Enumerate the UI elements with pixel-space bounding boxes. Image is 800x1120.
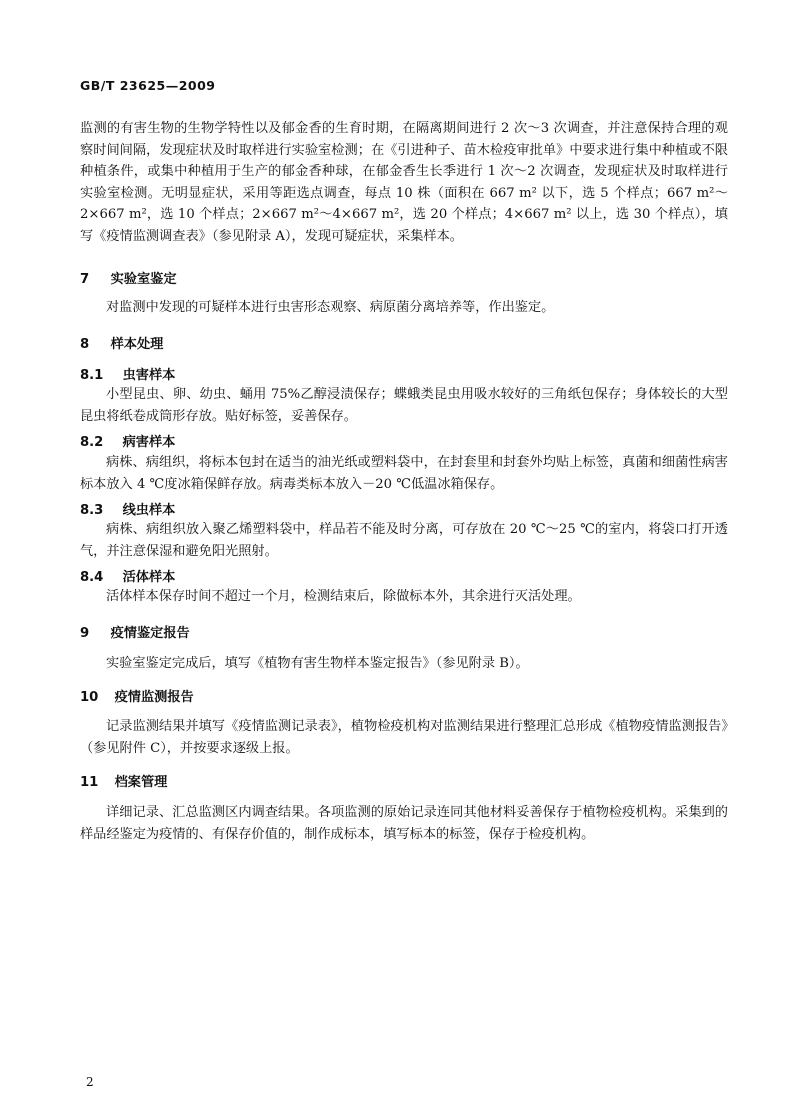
section-7-heading [80,268,177,287]
section-title: 活体样本 [122,570,176,585]
section-8-heading [80,333,163,352]
section-8-3-body [80,519,728,562]
section-8-1-body [80,384,728,427]
section-number: 11 [80,775,99,790]
section-number: 8.1 [80,368,104,383]
page-number: 2 [86,1075,94,1089]
section-text: 病株、病组织放入聚乙烯塑料袋中，样品若不能及时分离，可存放在 20 ℃～25 ℃的室内，将袋口打开透气，并注意保湿和避免阳光照射。 [80,522,728,559]
section-8-2-heading [80,431,175,450]
section-text: 详细记录、汇总监测区内调查结果。各项监测的原始记录连同其他材料妥善保存于植物检疫机构。采集到的样品经鉴定为疫情的、有保存价值的，制作成标本，填写标本的标签，保存于检疫机构。 [80,805,728,842]
section-title: 疫情监测报告 [114,690,194,705]
section-10-heading [80,686,194,705]
section-text: 病株、病组织，将标本包封在适当的油光纸或塑料袋中，在封套里和封套外均贴上标签，真菌和细菌性病害标本放入 4 ℃度冰箱保鲜存放。病毒类标本放入－20 ℃低温冰箱保存。 [80,455,728,492]
section-8-4-body [80,586,728,608]
section-text: 实验室鉴定完成后，填写《植物有害生物样本鉴定报告》（参见附录 B）。 [106,656,529,671]
section-number: 10 [80,690,99,705]
section-10-body [80,716,728,759]
section-number: 8.2 [80,435,104,450]
section-number: 8.3 [80,503,104,518]
section-text: 小型昆虫、卵、幼虫、蛹用 75%乙醇浸渍保存；蝶蛾类昆虫用吸水较好的三角纸包保存；身体较长的大型昆虫将纸卷成筒形存放。贴好标签，妥善保存。 [80,387,728,424]
section-8-4-heading [80,566,175,585]
section-8-1-heading [80,364,175,383]
section-text: 对监测中发现的可疑样本进行虫害形态观察、病原菌分离培养等，作出鉴定。 [106,300,555,315]
intro-text: 监测的有害生物的生物学特性以及郁金香的生育时期，在隔离期间进行 2 次～3 次调查，并注意保持合理的观察时间间隔，发现症状及时取样进行实验室检测；在《引进种子、苗木检疫审批单》中要求进行集中种植或不限种植条件，或集中种植用于生产的郁金香种球，在郁金香生长季进行 1 次～2 次调查，发现症状及时取样进行实验室检测。无明显症状，采用等距选点调查，每点 10 株（面积在 667 m² 以下，选 5 个样点；667 m²～2×667 m²，选 10 个样点；2×667 m²～4×667 m²，选 20 个样点；4×667 m² 以上，选 30 个样点），填写《疫情监测调查表》（参见附录 A），发现可疑症状，采集样本。 [80,121,728,244]
section-title: 实验室鉴定 [110,272,177,287]
section-number: 7 [80,272,90,287]
section-7-body [80,297,728,319]
section-text: 记录监测结果并填写《疫情监测记录表》，植物检疫机构对监测结果进行整理汇总形成《植物疫情监测报告》（参见附件 C），并按要求逐级上报。 [80,719,728,756]
section-text: 活体样本保存时间不超过一个月，检测结束后，除做标本外，其余进行灭活处理。 [106,589,581,604]
section-title: 疫情鉴定报告 [110,626,190,641]
section-title: 样本处理 [110,337,164,352]
section-number: 9 [80,626,90,641]
section-number: 8.4 [80,570,104,585]
section-title: 虫害样本 [122,368,176,383]
section-title: 档案管理 [114,775,168,790]
section-number: 8 [80,337,90,352]
section-11-body [80,802,728,845]
section-11-heading [80,771,167,790]
standard-code: GB/T 23625—2009 [80,78,216,93]
section-title: 线虫样本 [122,503,176,518]
section-9-body [80,653,728,675]
section-8-3-heading [80,499,175,518]
section-9-heading [80,622,190,641]
section-title: 病害样本 [122,435,176,450]
intro-paragraph [80,118,728,247]
section-8-2-body [80,452,728,495]
